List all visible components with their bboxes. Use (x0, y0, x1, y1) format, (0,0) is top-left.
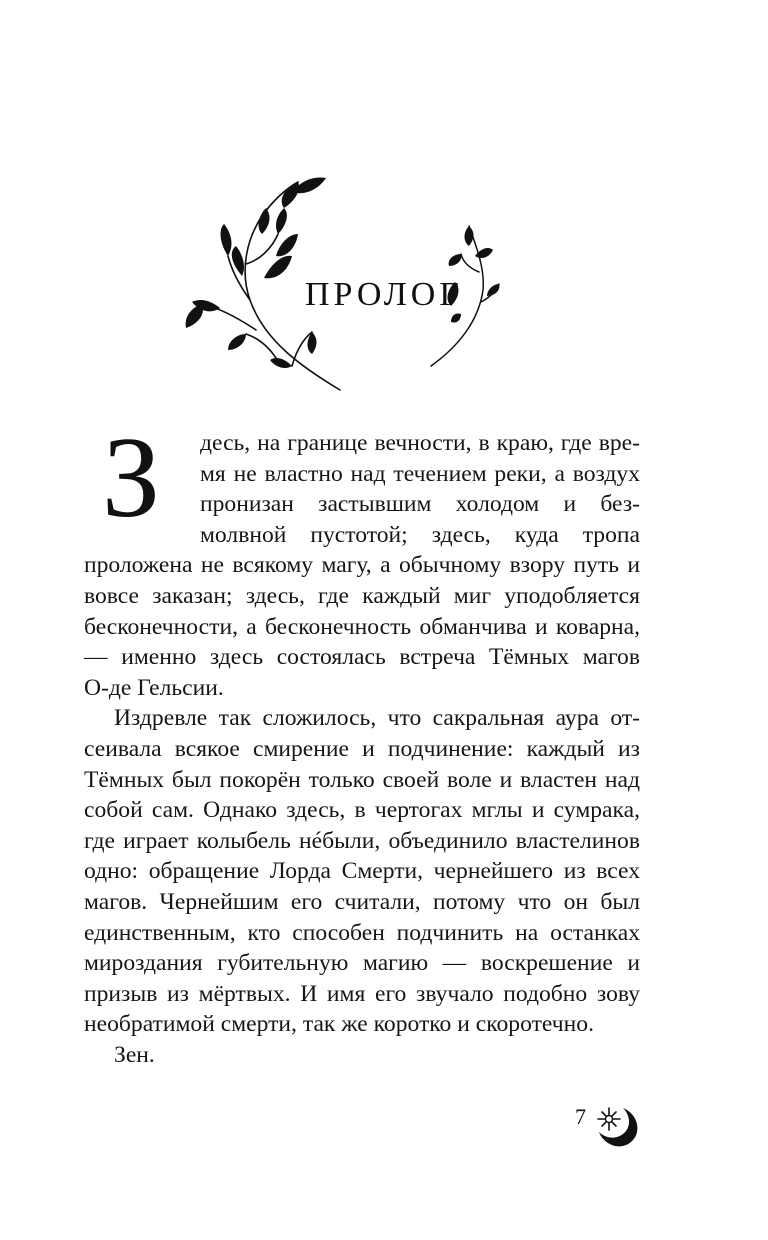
page-number: 7 (575, 1104, 586, 1129)
paragraph-3: Зен. (114, 1041, 155, 1068)
paragraph-1 (84, 414, 640, 703)
paragraph-1-text: десь, на границе вечности, в краю, где время не властно над течением реки, а воздух пронизан застывшим холодом и безмолвной пустотой; здесь, куда тропа проложена не всякому магу, а обычному взору путь и вовсе заказан; здесь, где каждый миг уподобляется бесконечности, а бесконечность обманчива и коварна, — именно здесь состоялась встреча Тёмных магов О‑де Гельсии. (84, 430, 640, 701)
chapter-title: ПРОЛОГ (304, 276, 463, 313)
paragraph-2: Издревле так сложилось, что сакральная аура отсеивала всякое смирение и подчинение: каждый из Тёмных был покорён только своей воле и властен над собой сам. Однако здесь, в чертогах мглы и сумрака, где играет колыбель нéбыли, объединило властелинов одно: обращение Лорда Смерти, чернейшего из всех магов. Чернейшим его считали, потому что он был единственным, кто способен подчинить на останках мироздания губительную магию — воскрешение и призыв из мёртвых. И имя его звучало подобно зову необратимой смерти, так же коротко и скоротечно. (84, 705, 640, 1038)
dropcap-box (102, 414, 194, 542)
dropcap-letter: З (102, 414, 161, 542)
body-text (84, 414, 640, 1070)
moon-star-icon (593, 1100, 641, 1148)
